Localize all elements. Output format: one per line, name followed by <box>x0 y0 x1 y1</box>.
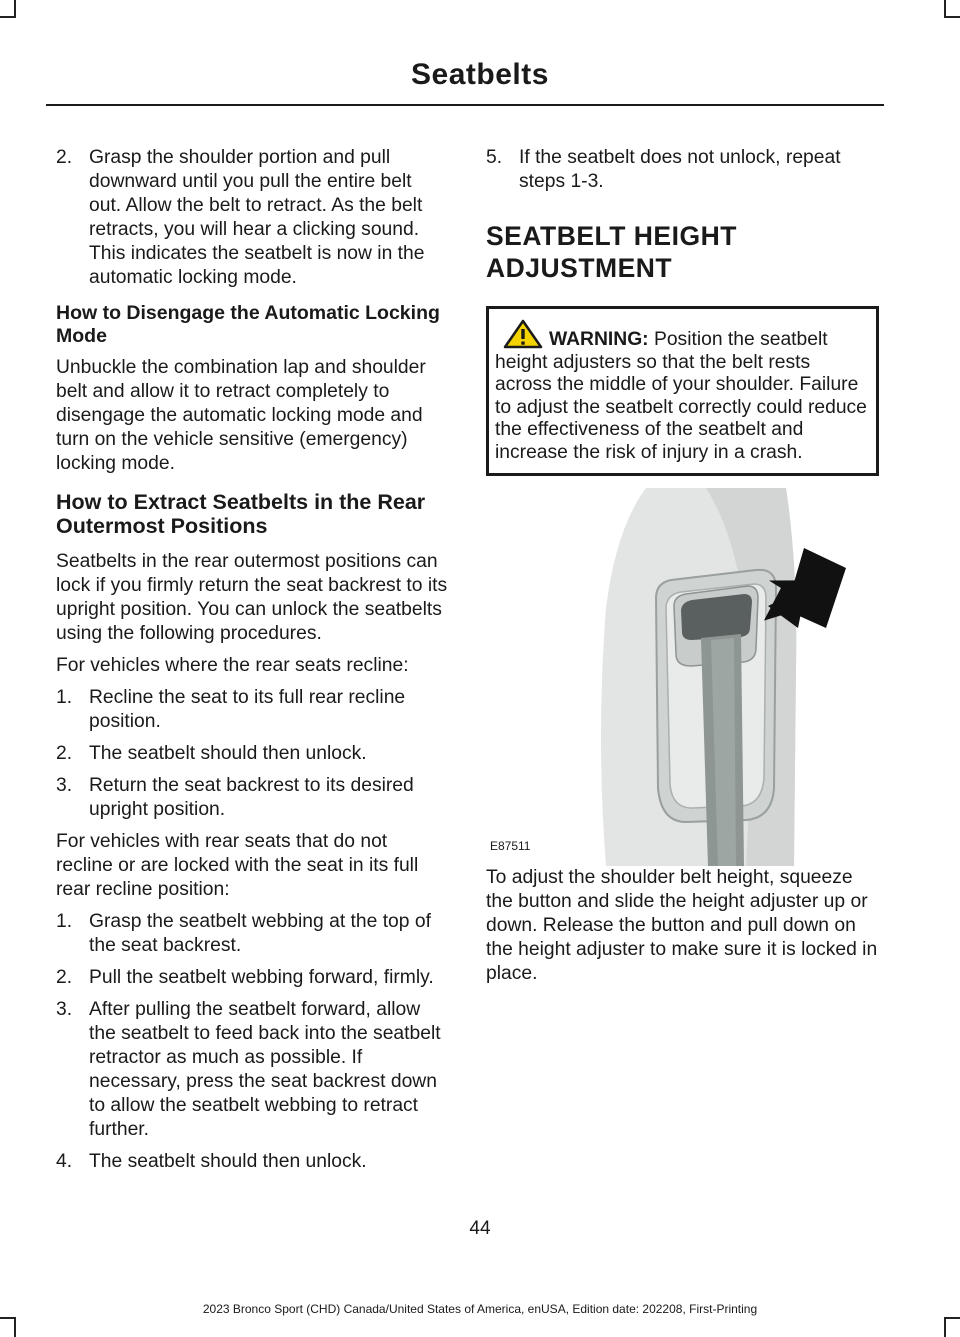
disengage-paragraph: Unbuckle the combination lap and shoulder belt and allow it to retract completely to disengage the automatic locking mode and turn on the vehicle sensitive (emergency) locking mode. <box>56 357 426 474</box>
right-column <box>486 146 879 994</box>
list-text: The seatbelt should then unlock. <box>89 743 367 764</box>
list-text: Pull the seatbelt webbing forward, firmly. <box>89 967 434 988</box>
list-text: Grasp the shoulder portion and pull downward until you pull the entire belt out. Allow the belt to retract. As the belt retracts, you will hear a clicking sound. This indicates the seatbelt is now in the automatic locking mode. <box>89 147 425 288</box>
list-number: 2. <box>56 743 73 764</box>
list-item <box>56 966 448 990</box>
warning-text: Position the seatbelt height adjusters so that the belt rests across the middle of your shoulder. Failure to adjust the seatbelt correctly could reduce the effectiveness of the seatbelt and increase the risk of injury in a crash. <box>495 329 867 463</box>
left-column <box>56 146 448 1182</box>
list-number: 1. <box>56 911 73 932</box>
list-text: Recline the seat to its full rear recline position. <box>89 687 406 732</box>
list-text: Return the seat backrest to its desired upright position. <box>89 775 414 820</box>
extract-paragraph: Seatbelts in the rear outermost positions can lock if you firmly return the seat backrest to its upright position. You can unlock the seatbelts using the following procedures. <box>56 551 448 644</box>
footer-text: 2023 Bronco Sport (CHD) Canada/United States of America, enUSA, Edition date: 202208, First-Printing <box>202 1302 758 1316</box>
recline-intro: For vehicles where the rear seats recline: <box>56 655 409 676</box>
seatbelt-height-adjuster-illustration <box>486 488 879 866</box>
list-item <box>56 910 448 958</box>
list-item <box>486 146 879 194</box>
list-text: The seatbelt should then unlock. <box>89 1151 367 1172</box>
crop-mark <box>944 1317 960 1319</box>
list-item <box>56 686 448 734</box>
adjust-paragraph: To adjust the shoulder belt height, squeeze the button and slide the height adjuster up or down. Release the button and pull down on the height adjuster to make sure it is locked in place. <box>486 867 878 984</box>
crop-mark <box>0 16 16 18</box>
list-number: 4. <box>56 1151 73 1172</box>
list-item <box>56 1150 448 1174</box>
warning-box <box>486 306 879 476</box>
page-number: 44 <box>469 1218 491 1239</box>
warning-icon <box>503 319 543 349</box>
warning-label: WARNING: <box>549 329 649 350</box>
disengage-heading: How to Disengage the Automatic Locking Mode <box>56 302 440 347</box>
list-item <box>56 774 448 822</box>
crop-mark <box>944 1317 946 1337</box>
list-text: After pulling the seatbelt forward, allow the seatbelt to feed back into the seatbelt retractor as much as possible. If necessary, press the seat backrest down to allow the seatbelt webbing to retract further. <box>89 999 441 1140</box>
figure-code: E87511 <box>490 839 531 853</box>
list-item <box>56 998 448 1142</box>
crop-mark <box>14 1317 16 1337</box>
list-item <box>56 742 448 766</box>
crop-mark <box>944 16 960 18</box>
list-text: Grasp the seatbelt webbing at the top of the seat backrest. <box>89 911 431 956</box>
adjuster-drawing <box>486 488 879 866</box>
list-number: 1. <box>56 687 73 708</box>
list-number: 5. <box>486 147 503 168</box>
list-number: 3. <box>56 999 73 1020</box>
extract-heading: How to Extract Seatbelts in the Rear Outermost Positions <box>56 490 426 538</box>
list-number: 2. <box>56 967 73 988</box>
section-heading-line1: SEATBELT HEIGHT <box>486 221 737 251</box>
list-item <box>56 146 448 290</box>
section-heading-line2: ADJUSTMENT <box>486 253 673 283</box>
list-number: 2. <box>56 147 73 168</box>
no-recline-intro: For vehicles with rear seats that do not recline or are locked with the seat in its full rear recline position: <box>56 831 419 900</box>
list-number: 3. <box>56 775 73 796</box>
page-title: Seatbelts <box>411 58 549 91</box>
list-text: If the seatbelt does not unlock, repeat steps 1-3. <box>519 147 841 192</box>
header-divider <box>46 104 884 106</box>
crop-mark <box>0 1317 16 1319</box>
section-heading <box>486 220 879 284</box>
